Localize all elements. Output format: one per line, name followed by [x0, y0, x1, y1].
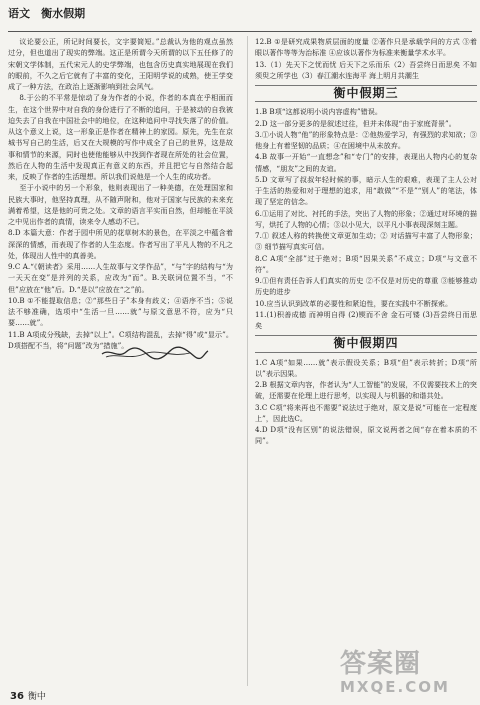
header-divider: [8, 31, 472, 32]
watermark-url: MXQE.COM: [340, 678, 450, 696]
column-divider: [247, 36, 248, 686]
answer-paragraph: 8.于公的不平常是惊动了身为作者的小说，作者的本真在乎相面而生，在这个世界中对自我的身份进行了不断的追问，于是被动的自我被迫失去了自我在中国社会中的地位，在这种追问中寻找失落了的价值。从这个意义上说，这一形象正是作者在精神上的家园。原先，先生在京城书写自己的生活，后又在大规模的写作中成全了自己的世界，这是故事和情节的来源，同时也使他能够从中找到作者现在所处的社会位置，然后在人物的生活中发现真正有意义的东西，并且把它与自然结合起来，反映了作者的生活理想。所以我们说他是一个人生的成功者。: [8, 93, 233, 181]
answer-paragraph: 1.C A项“如果……就”表示假设关系；B项“但”表示转折；D项“所以”表示因果。: [255, 357, 477, 378]
answer-paragraph: 3.①小说人物“他”的形象特点是：②他热爱学习，有强烈的求知欲；③他身上有着坚韧的品质；④在困境中从未放弃。: [255, 129, 477, 150]
answer-paragraph: 5.D 文章写了叔叔年轻时候的事，暗示人生的艰难，表现了主人公对于生活的热爱和对于理想的追求，用“敢做”“不是”“别人”的笔法，体现了坚定的信念。: [255, 174, 477, 207]
watermark-title: 答案圈: [340, 649, 422, 679]
left-column: [8, 36, 233, 351]
answer-paragraph: 1.B B项“这都说明小说内容虚构”错误。: [255, 107, 383, 117]
answer-paragraph: 8.C A项“全部”过于绝对；B项“因果关系”不成立；D项“与文意不符”。: [255, 253, 477, 274]
page-number-value: 36: [10, 691, 24, 702]
section-title-3: 衡中假期三: [255, 85, 477, 102]
answer-paragraph: 9.①但有责任告诉人们真实的历史 ②不仅是对历史的尊重 ③能够推动历史的进步: [255, 276, 477, 297]
subject-label: 语文: [8, 7, 30, 20]
answer-paragraph: 3.C C项“将来再也不需要”说法过于绝对，原文是说“可能在一定程度上”，因此选C。: [255, 402, 477, 423]
answer-paragraph: 至于小说中的另一个形象，他则表现出了一种美德，在处理国家和民族大事时，他坚持真理，从不随声附和，他对于国家与民族的未来充满着希望，这是他的可贵之处。文章的语言平实而自然，但却能在平淡之中见出作者的真情，读来令人感动不已。: [8, 183, 233, 226]
answer-paragraph: 4.D D项“没有区别”的说法错误，原文说两者之间“存在着本质的不同”。: [255, 425, 477, 446]
answer-paragraph: 10.应当认识到改革的必要性和紧迫性，要在实践中不断探索。: [255, 298, 453, 308]
answer-paragraph: 8.D 本篇大意：作者于园中所见的花草树木的景色，在平淡之中蕴含着深深的情感，而表现了作者的人生态度。作者写出了平凡人物的不凡之处，体现出人性中的真善美。: [8, 228, 233, 260]
answer-paragraph: 7.① 叙述人称的转换使文章更加生动；② 对话描写丰富了人物形象；③ 细节描写真实可信。: [255, 231, 477, 252]
answer-paragraph: 11.(1)积善成德 而神明自得 (2)锲而不舍 金石可镂 (3)吾尝终日而思矣: [255, 309, 477, 330]
series-label: 衡水假期: [41, 7, 86, 20]
watermark-logo: [340, 650, 478, 702]
answer-paragraph: 议论要公正，所记时间要长，文字要简短。”总裁认为他的观点虽然过分，但也道出了现实的弊端。这正是所谓今天所谓的以下五任修了的宋朝文学体制，五代宋元人的史学弊端，也包含历史真实地展现在我们的眼前，不久之后它就有了丰富的变化，王阳明学说的成熟，使王学变成了一种方法，在政治上逐渐影响到社会风气。: [8, 37, 233, 91]
answer-paragraph: 13.（1）先天下之忧而忧 后天下之乐而乐（2）吾尝终日而思矣 不如须臾之所学也（3）春江潮水连海平 海上明月共潮生: [255, 59, 477, 80]
answer-paragraph: 10.B ①不能提取信息；②“那些日子”本身有歧义；④语序不当；⑤说法不够准确，选项中“生活一旦……就”与原文意思不符，应为“只要……就”。: [8, 295, 233, 328]
footer-label: 衡中: [27, 692, 46, 702]
answer-paragraph: 9.C A.“《朝读者》采用……人生故事与文学作品”，“与”字的结构与“为一天天在变”是并列的关系，应改为“而”。B.关联词位置不当，“不但”应放在“他”后。D.“是以”应放在“之”前。: [8, 262, 233, 294]
answer-paragraph: 12.B ①是研究成果物质层面的度量 ②著作只是承载学问的方式 ③着眼以著作等等为治标准 ④应该以著作为标准来衡量学术水平。: [255, 37, 477, 58]
page-number: [10, 689, 46, 702]
answer-paragraph: 2.B 根据文章内容，作者认为“人工智能”的发展，不仅需要技术上的突破，还需要在伦理上进行思考，以实现人与机器的和谐共处。: [255, 380, 477, 401]
handwritten-scribble: [100, 345, 210, 361]
section-title-4: 衡中假期四: [255, 335, 477, 352]
answer-paragraph: 2.D 这一部分更多的是叙述过往，但并未体现“由于家庭背景”。: [255, 118, 456, 128]
answer-paragraph: 4.B 故事一开始“一直想念”和“专门”的安排，表现出人物内心的复杂情感，“朋友”之间的友谊。: [255, 152, 477, 173]
answer-paragraph: 6.①运用了对比、衬托的手法，突出了人物的形象；②通过对环境的描写，烘托了人物的心情；③以小见大，以平凡小事表现深刻主题。: [255, 208, 477, 229]
answer-paragraph: 11.B A项成分残缺，去掉“以上”。C项结构混乱，去掉“得”或“显示”。D项搭配不当，将“问题”改为“措施”。: [8, 329, 233, 350]
page-header: [8, 2, 233, 30]
right-column: [255, 36, 477, 447]
